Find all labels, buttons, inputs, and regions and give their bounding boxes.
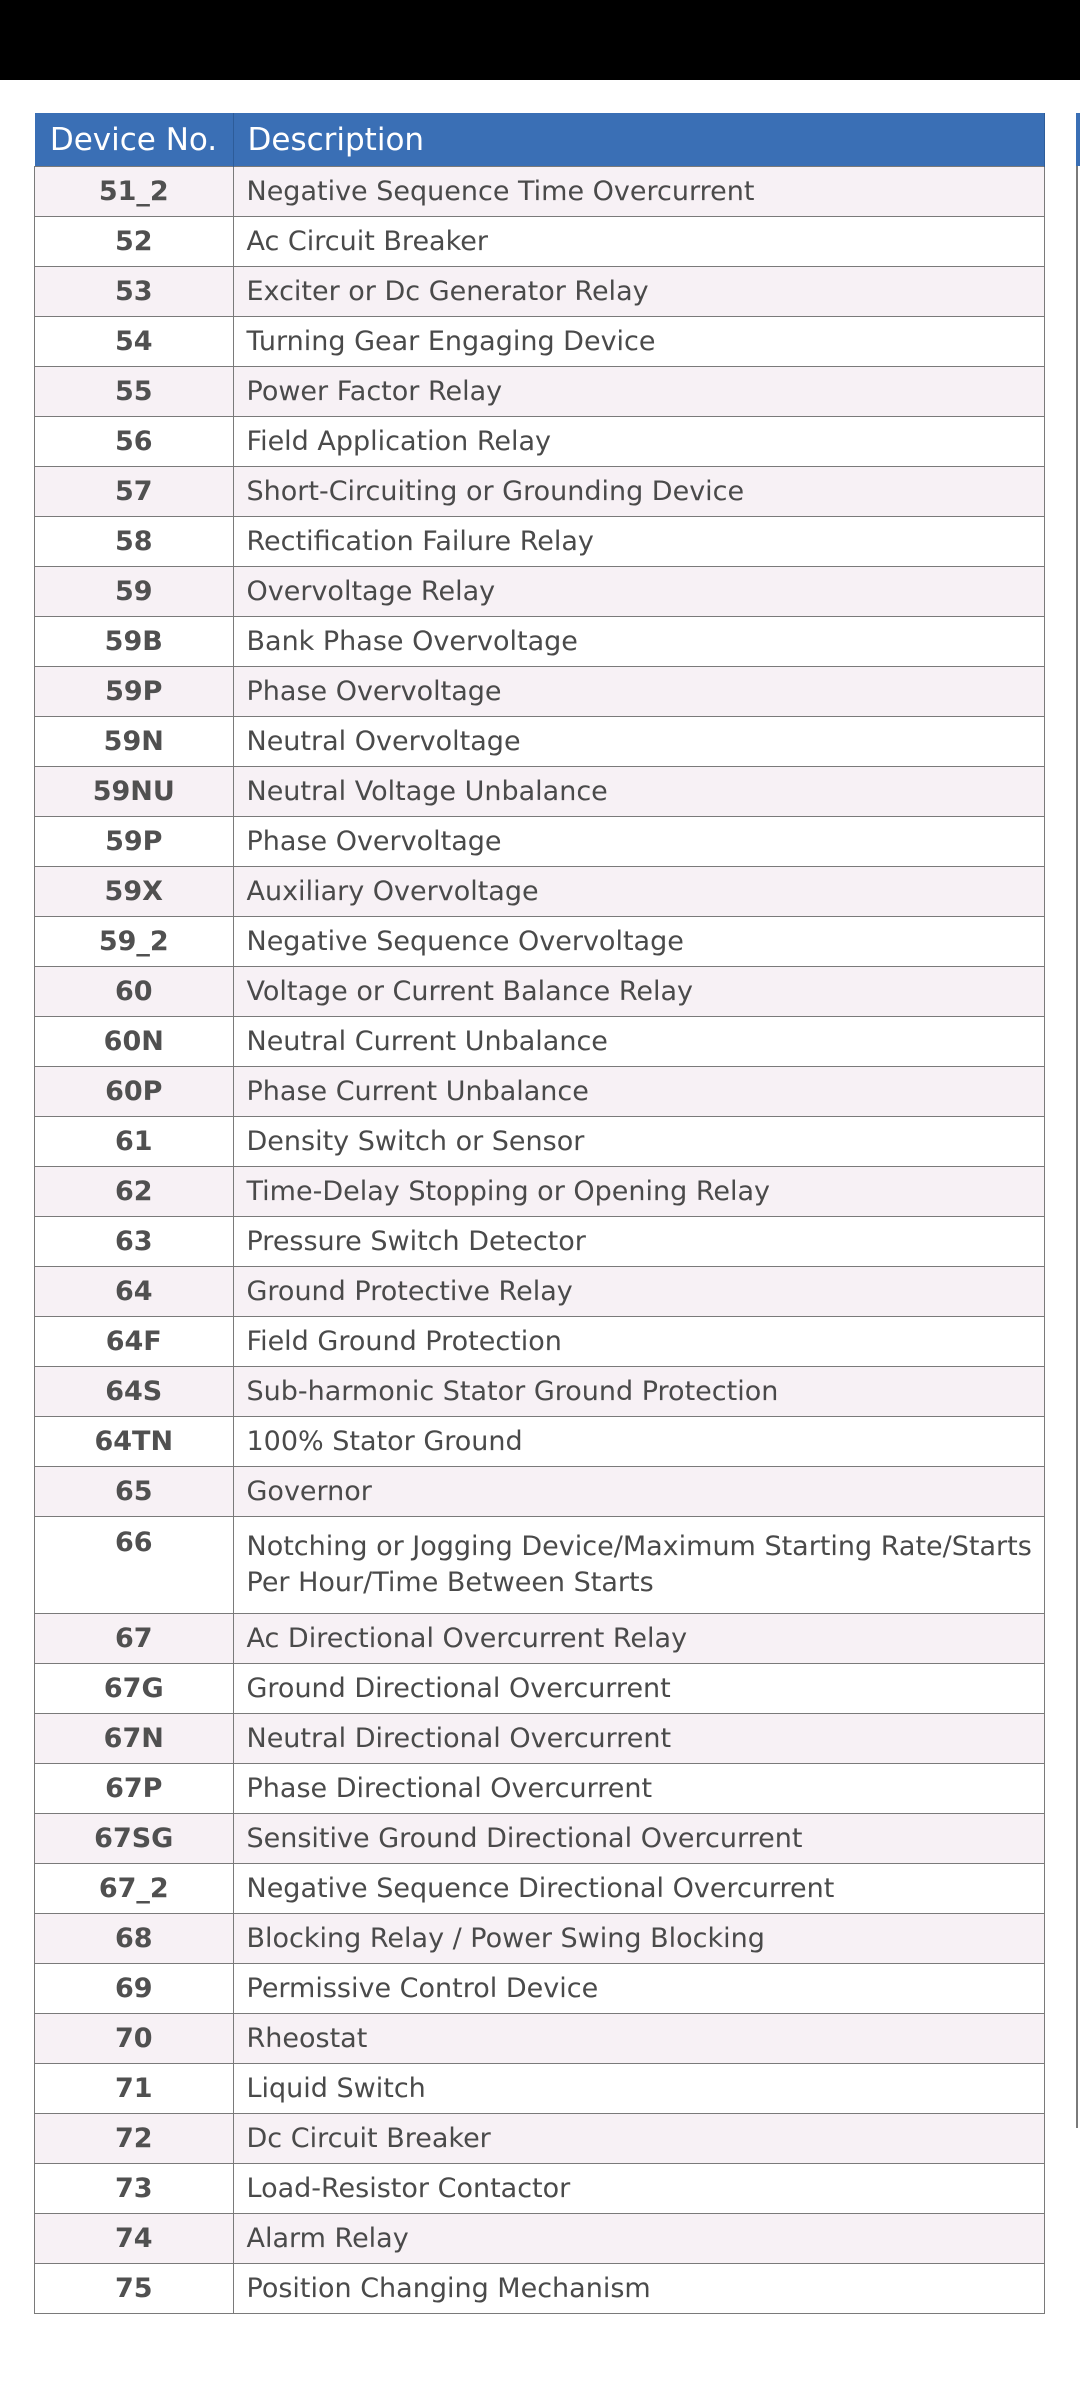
table-row <box>35 367 1045 417</box>
device-number-cell: 59NU <box>35 767 234 817</box>
device-description-cell: Sensitive Ground Directional Overcurrent <box>233 1814 1045 1864</box>
device-number-cell: 59N <box>35 717 234 767</box>
device-number-cell: 60N <box>35 1017 234 1067</box>
device-number-cell: 52 <box>35 217 234 267</box>
device-description-cell: Pressure Switch Detector <box>233 1217 1045 1267</box>
table-row <box>35 1517 1045 1614</box>
device-table-container <box>34 113 1045 2314</box>
table-row <box>35 1614 1045 1664</box>
top-black-bar <box>0 0 1080 80</box>
device-description-cell: Neutral Current Unbalance <box>233 1017 1045 1067</box>
table-row <box>35 1217 1045 1267</box>
table-row <box>35 1964 1045 2014</box>
table-row <box>35 1417 1045 1467</box>
device-description-cell: Power Factor Relay <box>233 367 1045 417</box>
device-number-table <box>34 113 1045 2314</box>
device-description-cell: Negative Sequence Overvoltage <box>233 917 1045 967</box>
device-number-cell: 60 <box>35 967 234 1017</box>
device-number-cell: 64S <box>35 1367 234 1417</box>
table-row <box>35 767 1045 817</box>
device-description-cell: Phase Overvoltage <box>233 817 1045 867</box>
table-row <box>35 1317 1045 1367</box>
device-number-cell: 59P <box>35 667 234 717</box>
table-row <box>35 867 1045 917</box>
device-number-cell: 67N <box>35 1714 234 1764</box>
table-row <box>35 717 1045 767</box>
table-row <box>35 1914 1045 1964</box>
device-number-cell: 67SG <box>35 1814 234 1864</box>
device-description-cell: Exciter or Dc Generator Relay <box>233 267 1045 317</box>
device-number-cell: 65 <box>35 1467 234 1517</box>
table-row <box>35 917 1045 967</box>
device-number-cell: 51_2 <box>35 167 234 217</box>
device-description-cell: Notching or Jogging Device/Maximum Starting Rate/Starts Per Hour/Time Between Starts <box>233 1517 1045 1614</box>
table-row <box>35 667 1045 717</box>
device-number-cell: 67 <box>35 1614 234 1664</box>
table-row <box>35 2114 1045 2164</box>
table-row <box>35 1664 1045 1714</box>
table-row <box>35 967 1045 1017</box>
device-number-cell: 64 <box>35 1267 234 1317</box>
table-row <box>35 817 1045 867</box>
table-header-row <box>35 113 1045 167</box>
device-description-cell: Position Changing Mechanism <box>233 2264 1045 2314</box>
device-description-cell: Dc Circuit Breaker <box>233 2114 1045 2164</box>
device-number-cell: 53 <box>35 267 234 317</box>
device-description-cell: Phase Current Unbalance <box>233 1067 1045 1117</box>
table-row <box>35 1167 1045 1217</box>
adjacent-table-edge <box>1076 113 1080 2128</box>
table-row <box>35 317 1045 367</box>
table-row <box>35 467 1045 517</box>
device-description-cell: Bank Phase Overvoltage <box>233 617 1045 667</box>
table-row <box>35 1117 1045 1167</box>
device-description-cell: Turning Gear Engaging Device <box>233 317 1045 367</box>
table-row <box>35 1067 1045 1117</box>
device-number-cell: 59P <box>35 817 234 867</box>
table-row <box>35 1367 1045 1417</box>
device-description-cell: Neutral Voltage Unbalance <box>233 767 1045 817</box>
device-description-cell: Governor <box>233 1467 1045 1517</box>
device-number-cell: 57 <box>35 467 234 517</box>
header-description: Description <box>233 113 1045 167</box>
table-row <box>35 217 1045 267</box>
device-number-cell: 68 <box>35 1914 234 1964</box>
device-description-cell: Sub-harmonic Stator Ground Protection <box>233 1367 1045 1417</box>
table-row <box>35 1467 1045 1517</box>
device-description-cell: Permissive Control Device <box>233 1964 1045 2014</box>
device-number-cell: 54 <box>35 317 234 367</box>
device-description-cell: Neutral Directional Overcurrent <box>233 1714 1045 1764</box>
device-description-cell: Ground Protective Relay <box>233 1267 1045 1317</box>
table-row <box>35 2014 1045 2064</box>
device-number-cell: 73 <box>35 2164 234 2214</box>
table-row <box>35 267 1045 317</box>
device-description-cell: Load-Resistor Contactor <box>233 2164 1045 2214</box>
device-description-cell: Voltage or Current Balance Relay <box>233 967 1045 1017</box>
device-number-cell: 67P <box>35 1764 234 1814</box>
device-description-cell: Field Ground Protection <box>233 1317 1045 1367</box>
table-row <box>35 517 1045 567</box>
device-description-cell: Liquid Switch <box>233 2064 1045 2114</box>
table-row <box>35 2064 1045 2114</box>
table-row <box>35 167 1045 217</box>
device-number-cell: 64TN <box>35 1417 234 1467</box>
device-number-cell: 62 <box>35 1167 234 1217</box>
device-number-cell: 67_2 <box>35 1864 234 1914</box>
adjacent-table-header-edge <box>1076 113 1080 166</box>
device-description-cell: Alarm Relay <box>233 2214 1045 2264</box>
device-description-cell: Short-Circuiting or Grounding Device <box>233 467 1045 517</box>
table-row <box>35 567 1045 617</box>
device-number-cell: 71 <box>35 2064 234 2114</box>
device-number-cell: 60P <box>35 1067 234 1117</box>
device-number-cell: 59_2 <box>35 917 234 967</box>
device-description-cell: Rectification Failure Relay <box>233 517 1045 567</box>
device-description-cell: Overvoltage Relay <box>233 567 1045 617</box>
header-device-no: Device No. <box>35 113 234 167</box>
table-row <box>35 1017 1045 1067</box>
table-row <box>35 1714 1045 1764</box>
device-description-cell: Ground Directional Overcurrent <box>233 1664 1045 1714</box>
table-row <box>35 1864 1045 1914</box>
device-number-cell: 55 <box>35 367 234 417</box>
device-description-cell: Neutral Overvoltage <box>233 717 1045 767</box>
device-number-cell: 63 <box>35 1217 234 1267</box>
device-number-cell: 59B <box>35 617 234 667</box>
device-number-cell: 59X <box>35 867 234 917</box>
device-number-cell: 67G <box>35 1664 234 1714</box>
device-number-cell: 64F <box>35 1317 234 1367</box>
device-description-cell: 100% Stator Ground <box>233 1417 1045 1467</box>
device-description-cell: Density Switch or Sensor <box>233 1117 1045 1167</box>
device-number-cell: 66 <box>35 1517 234 1614</box>
device-number-cell: 74 <box>35 2214 234 2264</box>
device-number-cell: 75 <box>35 2264 234 2314</box>
device-number-cell: 69 <box>35 1964 234 2014</box>
device-description-cell: Phase Overvoltage <box>233 667 1045 717</box>
device-description-cell: Blocking Relay / Power Swing Blocking <box>233 1914 1045 1964</box>
table-row <box>35 2264 1045 2314</box>
table-body <box>35 167 1045 2314</box>
device-number-cell: 56 <box>35 417 234 467</box>
device-number-cell: 58 <box>35 517 234 567</box>
device-number-cell: 72 <box>35 2114 234 2164</box>
device-description-cell: Time-Delay Stopping or Opening Relay <box>233 1167 1045 1217</box>
device-description-cell: Ac Directional Overcurrent Relay <box>233 1614 1045 1664</box>
table-row <box>35 1267 1045 1317</box>
device-number-cell: 59 <box>35 567 234 617</box>
table-row <box>35 617 1045 667</box>
device-description-cell: Phase Directional Overcurrent <box>233 1764 1045 1814</box>
device-description-cell: Negative Sequence Directional Overcurrent <box>233 1864 1045 1914</box>
table-row <box>35 2214 1045 2264</box>
table-row <box>35 2164 1045 2214</box>
table-row <box>35 1764 1045 1814</box>
table-row <box>35 1814 1045 1864</box>
device-description-cell: Ac Circuit Breaker <box>233 217 1045 267</box>
table-row <box>35 417 1045 467</box>
device-number-cell: 61 <box>35 1117 234 1167</box>
device-description-cell: Rheostat <box>233 2014 1045 2064</box>
device-description-cell: Negative Sequence Time Overcurrent <box>233 167 1045 217</box>
device-description-cell: Auxiliary Overvoltage <box>233 867 1045 917</box>
device-number-cell: 70 <box>35 2014 234 2064</box>
device-description-cell: Field Application Relay <box>233 417 1045 467</box>
